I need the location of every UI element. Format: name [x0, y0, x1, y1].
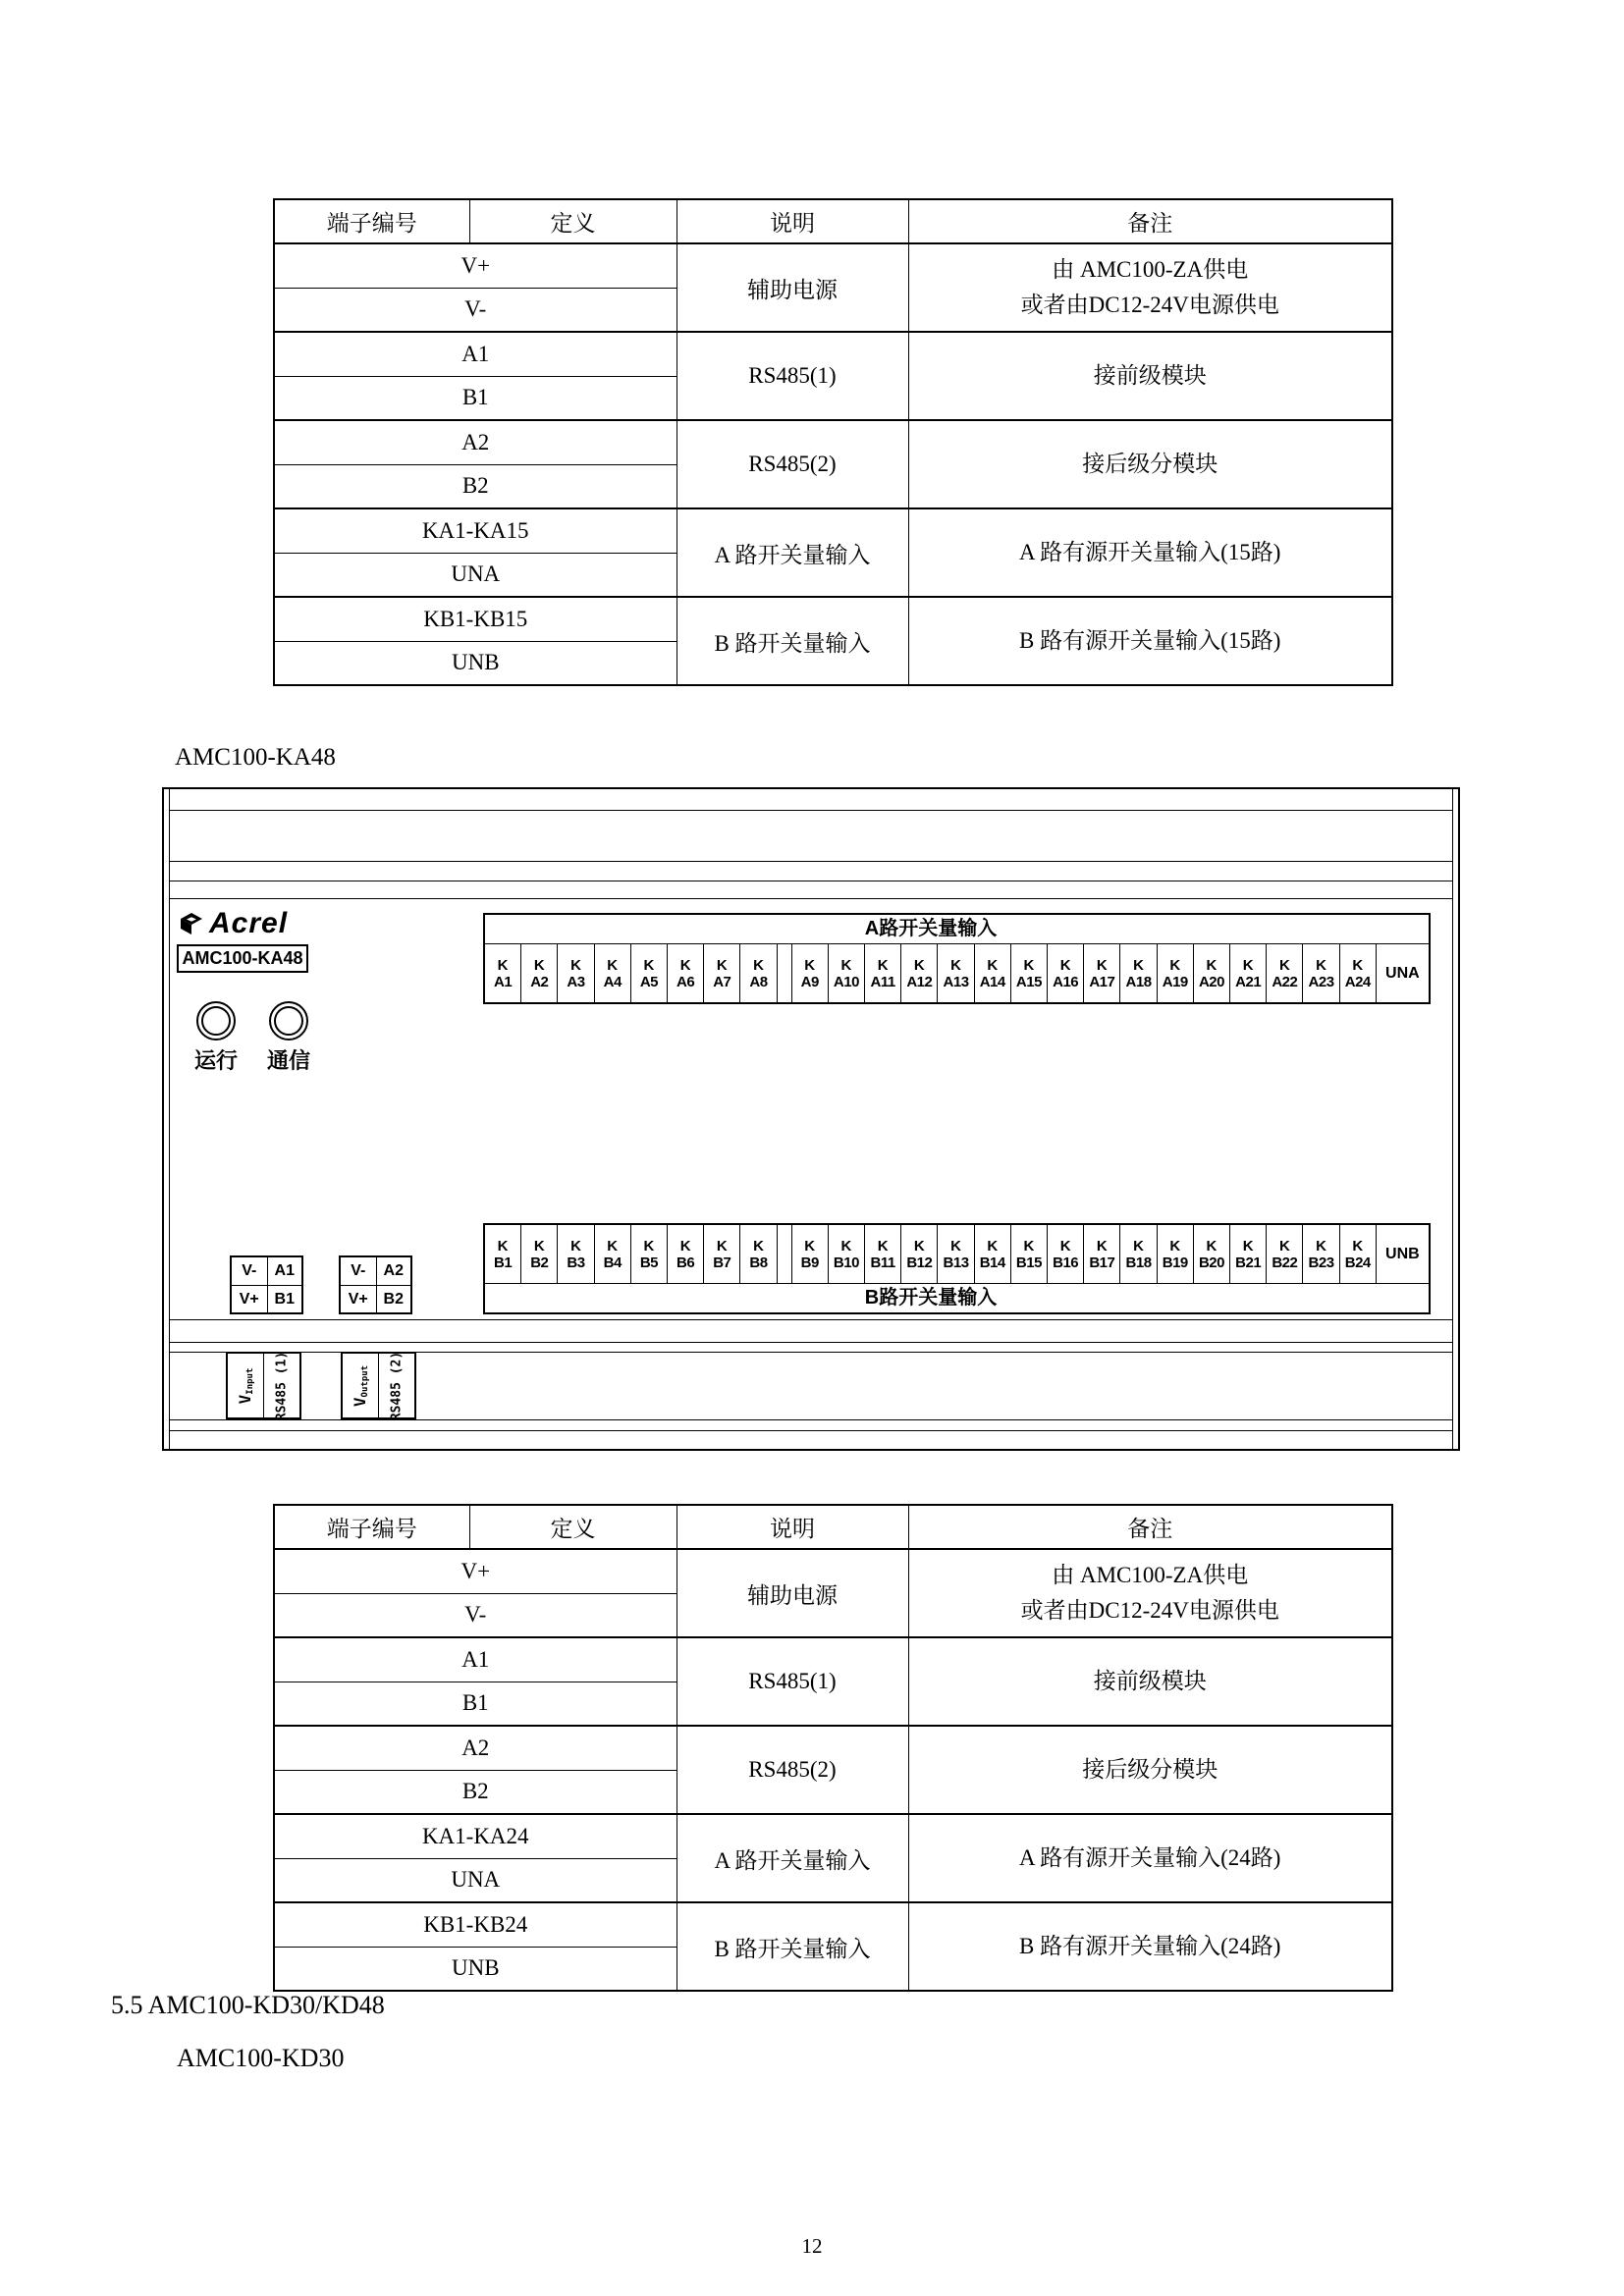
terminal-key-label: K: [643, 956, 655, 974]
definition-cell: A 路开关量输入: [677, 508, 908, 597]
remark-line: 或者由DC12-24V电源供电: [1020, 293, 1279, 317]
terminal-id-label: A9: [800, 973, 819, 990]
terminal-key-label: K: [1023, 1237, 1035, 1255]
terminal-id-label: B2: [530, 1254, 549, 1271]
panel-band-line: [170, 810, 1452, 811]
remark-line: A 路有源开关量输入(15路): [1019, 540, 1281, 564]
terminal-cell: [703, 1225, 739, 1283]
panel-band-line: [170, 1342, 1452, 1343]
terminal-cell: [667, 1225, 703, 1283]
terminal-key-label: K: [1316, 956, 1326, 974]
terminal-cell: [900, 1225, 937, 1283]
strip-b-cells: [485, 1225, 1429, 1283]
panel-band-line: [170, 861, 1452, 862]
terminal-id-cell: V+: [274, 1549, 677, 1593]
terminal-key-label: K: [913, 1237, 925, 1255]
terminal-key-label: K: [607, 1237, 619, 1255]
terminal-cell: [1302, 944, 1338, 1002]
terminal-cell: [828, 944, 864, 1002]
terminal-cell: [1266, 944, 1302, 1002]
terminal-cell: [1193, 1225, 1229, 1283]
terminal-key-label: K: [643, 1237, 655, 1255]
terminal-id-label: B9: [800, 1254, 819, 1271]
terminal-id-label: A15: [1015, 973, 1042, 990]
terminal-id-label: B1: [494, 1254, 513, 1271]
terminal-key-label: K: [877, 1237, 889, 1255]
voltage-port-cell: [343, 1354, 378, 1417]
comm-terminal-cell: A1: [267, 1257, 302, 1285]
terminal-table-top: [273, 198, 1393, 686]
terminal-key-label: K: [716, 956, 728, 974]
terminal-id-cell: V-: [274, 1593, 677, 1637]
voltage-symbol: V: [236, 1394, 254, 1404]
comm-terminal-cell: V+: [341, 1285, 376, 1312]
terminal-id-label: A17: [1089, 973, 1115, 990]
terminal-cell: [1119, 944, 1156, 1002]
terminal-id-label: B4: [603, 1254, 622, 1271]
terminal-key-label: K: [804, 956, 816, 974]
terminal-id-label: B22: [1272, 1254, 1298, 1271]
terminal-id-label: A12: [906, 973, 933, 990]
definition-cell: 辅助电源: [677, 243, 908, 332]
section-heading: 5.5 AMC100-KD30/KD48: [111, 1991, 385, 2019]
terminal-id-label: A14: [979, 973, 1005, 990]
terminal-key-label: K: [1278, 956, 1290, 974]
remark-line: 接后级分模块: [1082, 1757, 1218, 1782]
remark-cell: [908, 1637, 1392, 1726]
model-label: AMC100-KA48: [177, 944, 308, 973]
remark-line: B 路有源开关量输入(15路): [1019, 628, 1281, 653]
comm-terminal-block-1: [230, 1255, 303, 1314]
terminal-id-cell: B2: [274, 1770, 677, 1814]
terminal-key-label: K: [1133, 1237, 1144, 1255]
terminal-id-cell: UNB: [274, 641, 677, 685]
terminal-id-label: A3: [567, 973, 585, 990]
rs485-port-cell: [378, 1351, 414, 1420]
common-terminal-label: UNA: [1376, 944, 1429, 1002]
terminal-key-label: K: [497, 956, 509, 974]
terminal-cell: [974, 944, 1010, 1002]
terminal-cell: [864, 1225, 900, 1283]
terminal-id-label: A21: [1235, 973, 1262, 990]
panel-band-line: [170, 898, 1452, 899]
table-row: [274, 1726, 1392, 1770]
terminal-strip-a: [483, 913, 1431, 1004]
terminal-key-label: K: [570, 956, 581, 974]
terminal-cell: [485, 1225, 520, 1283]
terminal-key-label: K: [1242, 1237, 1254, 1255]
panel-band-line: [170, 1419, 1452, 1420]
terminal-key-label: K: [607, 956, 619, 974]
terminal-cell: [1339, 944, 1376, 1002]
remark-line: 由 AMC100-ZA供电: [1052, 257, 1249, 282]
terminal-group-gap: [777, 1225, 791, 1283]
column-header: 备注: [908, 199, 1392, 243]
column-header: 定义: [469, 199, 677, 243]
definition-cell: B 路开关量输入: [677, 597, 908, 685]
terminal-cell: [900, 944, 937, 1002]
terminal-id-cell: A2: [274, 1726, 677, 1770]
terminal-key-label: K: [679, 1237, 691, 1255]
remark-cell: [908, 1726, 1392, 1814]
terminal-id-label: A13: [943, 973, 969, 990]
terminal-cell: [864, 944, 900, 1002]
definition-cell: 辅助电源: [677, 1549, 908, 1637]
column-header: 备注: [908, 1505, 1392, 1549]
terminal-cell: [1266, 1225, 1302, 1283]
terminal-cell: [1047, 1225, 1083, 1283]
strip-a-header: A路开关量输入: [485, 915, 1429, 944]
terminal-id-cell: UNA: [274, 553, 677, 597]
definition-cell: A 路开关量输入: [677, 1814, 908, 1902]
terminal-cell: [791, 1225, 828, 1283]
bottom-port-label-2: [341, 1352, 416, 1419]
terminal-id-label: B21: [1235, 1254, 1262, 1271]
panel-band-line: [170, 1319, 1452, 1320]
rs485-port-cell: [263, 1351, 299, 1420]
table-row: [274, 1902, 1392, 1947]
terminal-cell: [557, 1225, 593, 1283]
terminal-id-cell: A1: [274, 1637, 677, 1682]
terminal-cell: [520, 944, 557, 1002]
terminal-id-label: B23: [1308, 1254, 1334, 1271]
terminal-key-label: K: [1059, 1237, 1071, 1255]
terminal-key-label: K: [987, 956, 999, 974]
remark-line: A 路有源开关量输入(24路): [1019, 1845, 1281, 1870]
run-led-inner-ring: [201, 1006, 231, 1036]
strip-b-header: B路开关量输入: [485, 1283, 1429, 1312]
voltage-symbol: V: [351, 1396, 369, 1407]
comm-terminal-cell: B1: [267, 1285, 302, 1312]
terminal-id-label: B6: [677, 1254, 695, 1271]
terminal-id-cell: UNA: [274, 1858, 677, 1902]
terminal-id-label: A8: [749, 973, 768, 990]
terminal-id-cell: KA1-KA24: [274, 1814, 677, 1858]
terminal-key-label: K: [716, 1237, 728, 1255]
terminal-id-label: A11: [870, 973, 895, 990]
panel-edge-line: [1452, 789, 1453, 1449]
definition-cell: RS485(1): [677, 332, 908, 420]
panel-band-line: [170, 1430, 1452, 1431]
column-header: 说明: [677, 199, 908, 243]
remark-cell: [908, 332, 1392, 420]
terminal-id-label: B20: [1198, 1254, 1224, 1271]
terminal-key-label: K: [1133, 956, 1144, 974]
terminal-key-label: K: [913, 956, 925, 974]
terminal-id-label: A20: [1198, 973, 1224, 990]
terminal-id-label: A1: [494, 973, 513, 990]
table-row: [274, 420, 1392, 464]
terminal-key-label: K: [1206, 956, 1218, 974]
terminal-id-label: A16: [1053, 973, 1079, 990]
terminal-cell: [1047, 944, 1083, 1002]
terminal-id-label: B19: [1162, 1254, 1188, 1271]
terminal-id-label: B18: [1125, 1254, 1152, 1271]
remark-cell: [908, 420, 1392, 508]
terminal-id-label: A19: [1162, 973, 1188, 990]
rs485-port-text: RS485 (1): [274, 1351, 290, 1420]
terminal-id-cell: B2: [274, 464, 677, 508]
terminal-cell: [1339, 1225, 1376, 1283]
terminal-cell: [1302, 1225, 1338, 1283]
terminal-strip-b: [483, 1223, 1431, 1314]
terminal-id-label: A18: [1125, 973, 1152, 990]
terminal-id-label: B11: [870, 1254, 895, 1271]
terminal-id-label: B12: [906, 1254, 933, 1271]
terminal-key-label: K: [533, 1237, 545, 1255]
terminal-cell: [1119, 1225, 1156, 1283]
remark-cell: [908, 508, 1392, 597]
terminal-cell: [1193, 944, 1229, 1002]
remark-cell: [908, 1814, 1392, 1902]
terminal-id-cell: KA1-KA15: [274, 508, 677, 553]
rs485-port-text: RS485 (2): [389, 1351, 405, 1420]
remark-line: 由 AMC100-ZA供电: [1052, 1563, 1249, 1587]
run-led-label: 运行: [193, 1048, 238, 1073]
terminal-cell: [1083, 1225, 1119, 1283]
terminal-group-gap: [777, 944, 791, 1002]
terminal-cell: [1157, 944, 1193, 1002]
terminal-cell: [739, 944, 776, 1002]
remark-cell: [908, 1902, 1392, 1991]
table-row: [274, 1549, 1392, 1593]
terminal-key-label: K: [1096, 1237, 1108, 1255]
remark-cell: [908, 597, 1392, 685]
table-header-row: [274, 1505, 1392, 1549]
terminal-key-label: K: [804, 1237, 816, 1255]
terminal-id-cell: B1: [274, 376, 677, 420]
terminal-id-label: B5: [639, 1254, 658, 1271]
terminal-id-label: A22: [1272, 973, 1298, 990]
terminal-cell: [557, 944, 593, 1002]
terminal-cell: [667, 944, 703, 1002]
terminal-id-label: B10: [833, 1254, 859, 1271]
terminal-cell: [739, 1225, 776, 1283]
terminal-key-label: K: [1206, 1237, 1218, 1255]
terminal-key-label: K: [753, 956, 764, 974]
terminal-cell: [485, 944, 520, 1002]
terminal-key-label: K: [1242, 956, 1254, 974]
terminal-id-cell: KB1-KB15: [274, 597, 677, 641]
terminal-key-label: K: [950, 956, 961, 974]
terminal-id-label: A5: [639, 973, 658, 990]
brand-logo: [179, 907, 288, 940]
terminal-cell: [1010, 944, 1047, 1002]
table-row: [274, 1637, 1392, 1682]
terminal-id-label: B24: [1344, 1254, 1371, 1271]
table-row: [274, 508, 1392, 553]
voltage-port-text: [351, 1364, 370, 1406]
terminal-key-label: K: [753, 1237, 764, 1255]
comm-terminal-cell: A2: [376, 1257, 411, 1285]
section-subheading: AMC100-KD30: [177, 2044, 345, 2072]
remark-line: 接前级模块: [1093, 1669, 1207, 1693]
terminal-id-label: B16: [1053, 1254, 1079, 1271]
terminal-key-label: K: [497, 1237, 509, 1255]
terminal-key-label: K: [1316, 1237, 1326, 1255]
terminal-cell: [937, 944, 973, 1002]
terminal-cell: [1010, 1225, 1047, 1283]
terminal-key-label: K: [533, 956, 545, 974]
table-row: [274, 1814, 1392, 1858]
terminal-key-label: K: [1059, 956, 1071, 974]
terminal-key-label: K: [1278, 1237, 1290, 1255]
terminal-key-label: K: [987, 1237, 999, 1255]
comm-terminal-cell: V-: [351, 1262, 366, 1279]
column-header: 端子编号: [274, 199, 469, 243]
terminal-cell: [630, 944, 667, 1002]
comm-led-indicator: [269, 1001, 308, 1041]
comm-terminal-block-2: [339, 1255, 412, 1314]
remark-line: 接前级模块: [1093, 363, 1207, 388]
table-row: [274, 597, 1392, 641]
column-header: 定义: [469, 1505, 677, 1549]
terminal-id-label: B15: [1015, 1254, 1042, 1271]
terminal-cell: [1229, 1225, 1266, 1283]
terminal-key-label: K: [840, 956, 852, 974]
comm-led-label: 通信: [266, 1048, 310, 1073]
column-header: 端子编号: [274, 1505, 469, 1549]
voltage-port-cell: [228, 1354, 263, 1417]
terminal-cell: [1229, 944, 1266, 1002]
terminal-id-cell: A1: [274, 332, 677, 376]
definition-cell: B 路开关量输入: [677, 1902, 908, 1991]
terminal-key-label: K: [1169, 956, 1181, 974]
acrel-logo-icon: [179, 911, 204, 936]
terminal-id-label: B7: [713, 1254, 731, 1271]
terminal-id-cell: KB1-KB24: [274, 1902, 677, 1947]
terminal-key-label: K: [840, 1237, 852, 1255]
terminal-id-cell: V-: [274, 288, 677, 332]
terminal-key-label: K: [877, 956, 889, 974]
terminal-id-label: A2: [530, 973, 549, 990]
terminal-id-cell: V+: [274, 243, 677, 288]
terminal-id-label: A23: [1308, 973, 1334, 990]
terminal-cell: [828, 1225, 864, 1283]
device-panel-drawing: [162, 787, 1460, 1451]
terminal-cell: [974, 1225, 1010, 1283]
terminal-id-label: B8: [749, 1254, 768, 1271]
table-header-row: [274, 199, 1392, 243]
terminal-cell: [937, 1225, 973, 1283]
terminal-key-label: K: [570, 1237, 581, 1255]
terminal-id-label: A24: [1344, 973, 1371, 990]
remark-line: 接后级分模块: [1082, 452, 1218, 476]
terminal-id-label: A6: [677, 973, 695, 990]
voltage-port-text: [236, 1367, 255, 1404]
bottom-port-label-1: [226, 1352, 301, 1419]
remark-line: 或者由DC12-24V电源供电: [1020, 1598, 1279, 1623]
terminal-id-label: B17: [1089, 1254, 1115, 1271]
remark-line: B 路有源开关量输入(24路): [1019, 1934, 1281, 1958]
terminal-id-cell: UNB: [274, 1947, 677, 1991]
comm-terminal-cell: V+: [232, 1285, 267, 1312]
voltage-subscript: Output: [360, 1364, 370, 1397]
terminal-cell: [520, 1225, 557, 1283]
terminal-key-label: K: [1023, 956, 1035, 974]
common-terminal-label: UNB: [1376, 1225, 1429, 1283]
terminal-cell: [594, 1225, 630, 1283]
strip-a-cells: [485, 944, 1429, 1002]
table-row: [274, 332, 1392, 376]
terminal-id-label: A7: [713, 973, 731, 990]
column-header: 说明: [677, 1505, 908, 1549]
terminal-key-label: K: [950, 1237, 961, 1255]
terminal-key-label: K: [1096, 956, 1108, 974]
terminal-key-label: K: [1352, 1237, 1364, 1255]
panel-edge-line: [169, 789, 170, 1449]
definition-cell: RS485(2): [677, 420, 908, 508]
comm-terminal-cell: B2: [376, 1285, 411, 1312]
device-figure-title: AMC100-KA48: [175, 744, 336, 771]
voltage-subscript: Input: [245, 1367, 255, 1395]
remark-cell: [908, 243, 1392, 332]
terminal-id-label: B3: [567, 1254, 585, 1271]
terminal-id-label: A4: [603, 973, 622, 990]
terminal-cell: [703, 944, 739, 1002]
terminal-key-label: K: [679, 956, 691, 974]
definition-cell: RS485(1): [677, 1637, 908, 1726]
terminal-cell: [594, 944, 630, 1002]
comm-led-inner-ring: [274, 1006, 303, 1036]
remark-cell: [908, 1549, 1392, 1637]
page-number: 12: [801, 2234, 823, 2258]
terminal-id-label: B13: [943, 1254, 969, 1271]
terminal-id-label: A10: [833, 973, 859, 990]
terminal-id-cell: B1: [274, 1682, 677, 1726]
terminal-table-bottom: [273, 1504, 1393, 1992]
terminal-id-label: B14: [979, 1254, 1005, 1271]
brand-name: Acrel: [209, 907, 289, 939]
terminal-cell: [630, 1225, 667, 1283]
terminal-cell: [791, 944, 828, 1002]
terminal-key-label: K: [1169, 1237, 1181, 1255]
table-row: [274, 243, 1392, 288]
run-led-indicator: [196, 1001, 236, 1041]
comm-terminal-cell: V-: [242, 1262, 257, 1279]
definition-cell: RS485(2): [677, 1726, 908, 1814]
terminal-cell: [1157, 1225, 1193, 1283]
terminal-cell: [1083, 944, 1119, 1002]
terminal-key-label: K: [1352, 956, 1364, 974]
terminal-id-cell: A2: [274, 420, 677, 464]
